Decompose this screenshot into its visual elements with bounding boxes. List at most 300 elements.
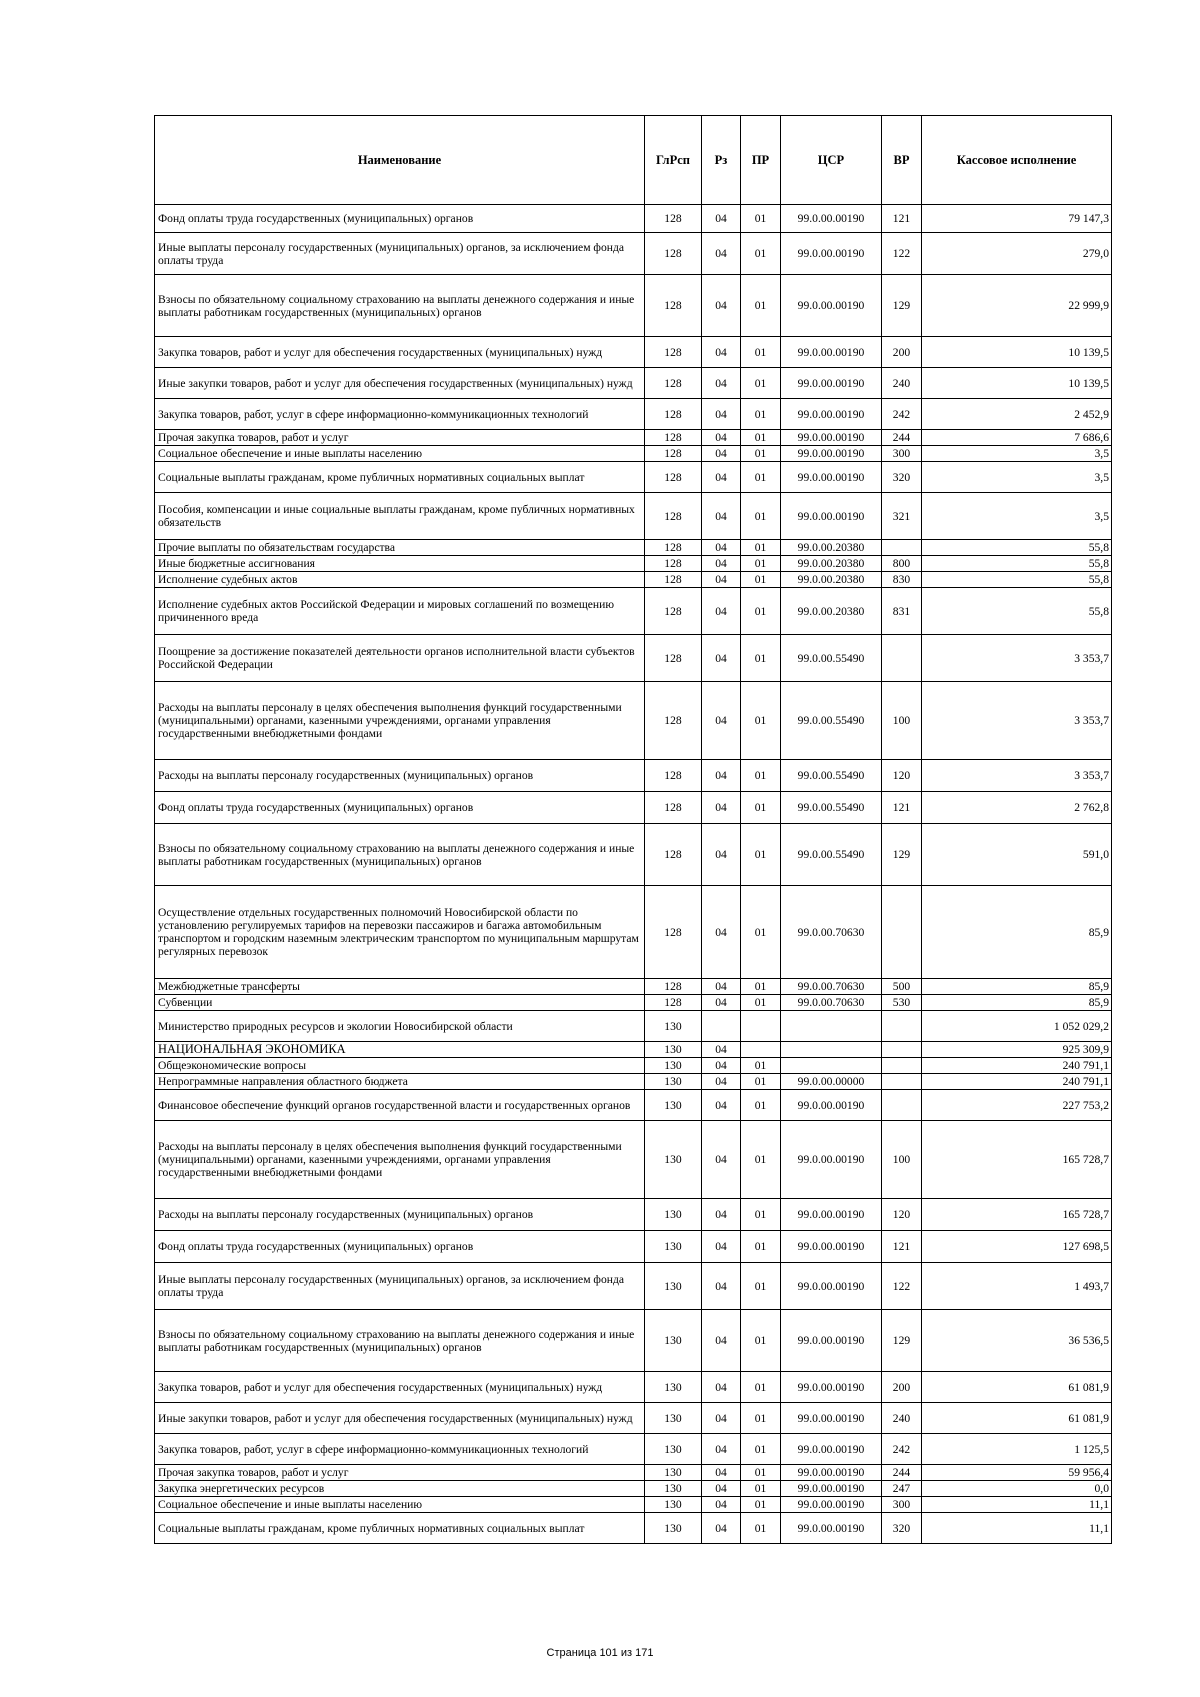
cell-name: Социальные выплаты гражданам, кроме публичных нормативных социальных выплат <box>155 1513 645 1544</box>
cell-glrsp: 130 <box>645 1481 702 1497</box>
cell-rz: 04 <box>702 368 741 399</box>
cell-glrsp: 130 <box>645 1199 702 1231</box>
cell-glrsp: 130 <box>645 1090 702 1121</box>
cell-csr: 99.0.00.00190 <box>781 233 882 275</box>
header-pr: ПР <box>741 116 781 205</box>
cell-vr <box>882 540 922 556</box>
cell-amount: 227 753,2 <box>922 1090 1112 1121</box>
cell-vr: 122 <box>882 233 922 275</box>
cell-rz: 04 <box>702 1090 741 1121</box>
cell-glrsp: 128 <box>645 792 702 824</box>
cell-pr: 01 <box>741 1199 781 1231</box>
cell-name: Министерство природных ресурсов и экологии Новосибирской области <box>155 1011 645 1042</box>
page-number: Страница 101 из 171 <box>546 1647 654 1659</box>
cell-amount: 3,5 <box>922 446 1112 462</box>
cell-csr: 99.0.00.70630 <box>781 886 882 979</box>
cell-rz: 04 <box>702 1121 741 1199</box>
table-row <box>155 337 1112 368</box>
cell-rz: 04 <box>702 462 741 493</box>
cell-rz: 04 <box>702 1231 741 1263</box>
cell-csr: 99.0.00.00190 <box>781 462 882 493</box>
cell-pr: 01 <box>741 446 781 462</box>
cell-csr: 99.0.00.00190 <box>781 1403 882 1434</box>
table-row <box>155 1042 1112 1058</box>
cell-amount: 1 052 029,2 <box>922 1011 1112 1042</box>
cell-vr: 129 <box>882 824 922 886</box>
cell-csr: 99.0.00.00190 <box>781 1121 882 1199</box>
cell-rz: 04 <box>702 760 741 792</box>
cell-vr: 500 <box>882 979 922 995</box>
cell-name: Межбюджетные трансферты <box>155 979 645 995</box>
cell-name: Прочие выплаты по обязательствам государства <box>155 540 645 556</box>
cell-glrsp: 128 <box>645 995 702 1011</box>
cell-pr: 01 <box>741 337 781 368</box>
cell-name: Расходы на выплаты персоналу государственных (муниципальных) органов <box>155 1199 645 1231</box>
cell-amount: 591,0 <box>922 824 1112 886</box>
table-row <box>155 995 1112 1011</box>
cell-name: Социальное обеспечение и иные выплаты населению <box>155 1497 645 1513</box>
cell-amount: 85,9 <box>922 886 1112 979</box>
cell-glrsp: 128 <box>645 399 702 430</box>
header-csr: ЦСР <box>781 116 882 205</box>
cell-rz: 04 <box>702 233 741 275</box>
cell-name: Расходы на выплаты персоналу государственных (муниципальных) органов <box>155 760 645 792</box>
cell-csr: 99.0.00.00190 <box>781 446 882 462</box>
table-row <box>155 1011 1112 1042</box>
cell-pr: 01 <box>741 572 781 588</box>
cell-name: Иные выплаты персоналу государственных (муниципальных) органов, за исключением фонда оплаты труда <box>155 233 645 275</box>
cell-name: Исполнение судебных актов Российской Федерации и мировых соглашений по возмещению причиненного вреда <box>155 588 645 635</box>
cell-amount: 55,8 <box>922 588 1112 635</box>
cell-pr: 01 <box>741 1403 781 1434</box>
cell-name: Закупка товаров, работ и услуг для обеспечения государственных (муниципальных) нужд <box>155 1372 645 1403</box>
cell-rz: 04 <box>702 886 741 979</box>
cell-glrsp: 128 <box>645 205 702 233</box>
cell-csr: 99.0.00.00190 <box>781 1231 882 1263</box>
cell-rz: 04 <box>702 1042 741 1058</box>
table-row <box>155 399 1112 430</box>
cell-pr: 01 <box>741 1481 781 1497</box>
table-row <box>155 493 1112 540</box>
cell-glrsp: 128 <box>645 824 702 886</box>
cell-glrsp: 128 <box>645 233 702 275</box>
cell-rz: 04 <box>702 824 741 886</box>
cell-amount: 85,9 <box>922 979 1112 995</box>
cell-amount: 79 147,3 <box>922 205 1112 233</box>
header-vr: ВР <box>882 116 922 205</box>
cell-vr: 800 <box>882 556 922 572</box>
table-row <box>155 556 1112 572</box>
cell-csr: 99.0.00.00000 <box>781 1074 882 1090</box>
table-row <box>155 979 1112 995</box>
cell-pr: 01 <box>741 995 781 1011</box>
cell-csr: 99.0.00.55490 <box>781 682 882 760</box>
cell-vr: 320 <box>882 462 922 493</box>
cell-pr: 01 <box>741 430 781 446</box>
cell-rz: 04 <box>702 1465 741 1481</box>
cell-glrsp: 130 <box>645 1074 702 1090</box>
cell-vr: 122 <box>882 1263 922 1310</box>
cell-vr: 100 <box>882 1121 922 1199</box>
cell-amount: 2 762,8 <box>922 792 1112 824</box>
table-body <box>155 205 1112 1544</box>
table-row <box>155 1372 1112 1403</box>
cell-name: Прочая закупка товаров, работ и услуг <box>155 1465 645 1481</box>
cell-vr <box>882 1058 922 1074</box>
cell-vr <box>882 1090 922 1121</box>
table-row <box>155 792 1112 824</box>
cell-amount: 11,1 <box>922 1497 1112 1513</box>
cell-pr: 01 <box>741 1263 781 1310</box>
cell-csr: 99.0.00.20380 <box>781 572 882 588</box>
cell-amount: 55,8 <box>922 572 1112 588</box>
cell-csr: 99.0.00.20380 <box>781 556 882 572</box>
cell-glrsp: 130 <box>645 1058 702 1074</box>
cell-name: Закупка энергетических ресурсов <box>155 1481 645 1497</box>
cell-name: Взносы по обязательному социальному страхованию на выплаты денежного содержания и иные выплаты работникам государственных (муниципальных) органов <box>155 275 645 337</box>
table-row <box>155 1481 1112 1497</box>
cell-vr: 121 <box>882 1231 922 1263</box>
cell-glrsp: 128 <box>645 430 702 446</box>
cell-vr: 121 <box>882 205 922 233</box>
cell-csr: 99.0.00.00190 <box>781 399 882 430</box>
cell-vr: 247 <box>882 1481 922 1497</box>
cell-csr <box>781 1042 882 1058</box>
cell-rz: 04 <box>702 588 741 635</box>
cell-name: Фонд оплаты труда государственных (муниципальных) органов <box>155 205 645 233</box>
table-row <box>155 1434 1112 1465</box>
cell-vr <box>882 1011 922 1042</box>
cell-amount: 55,8 <box>922 540 1112 556</box>
cell-amount: 240 791,1 <box>922 1058 1112 1074</box>
cell-pr: 01 <box>741 1090 781 1121</box>
cell-pr: 01 <box>741 979 781 995</box>
cell-rz: 04 <box>702 430 741 446</box>
table-row <box>155 233 1112 275</box>
cell-glrsp: 130 <box>645 1231 702 1263</box>
cell-glrsp: 128 <box>645 588 702 635</box>
cell-amount: 3 353,7 <box>922 635 1112 682</box>
cell-glrsp: 128 <box>645 760 702 792</box>
cell-rz: 04 <box>702 572 741 588</box>
cell-csr: 99.0.00.55490 <box>781 635 882 682</box>
cell-rz: 04 <box>702 556 741 572</box>
cell-rz: 04 <box>702 979 741 995</box>
cell-name: Иные закупки товаров, работ и услуг для обеспечения государственных (муниципальных) нужд <box>155 1403 645 1434</box>
cell-pr: 01 <box>741 275 781 337</box>
cell-csr: 99.0.00.20380 <box>781 540 882 556</box>
cell-name: Закупка товаров, работ, услуг в сфере информационно-коммуникационных технологий <box>155 1434 645 1465</box>
cell-csr <box>781 1058 882 1074</box>
cell-amount: 3,5 <box>922 493 1112 540</box>
cell-rz: 04 <box>702 337 741 368</box>
cell-glrsp: 128 <box>645 462 702 493</box>
cell-amount: 3,5 <box>922 462 1112 493</box>
table-row <box>155 572 1112 588</box>
table-row <box>155 760 1112 792</box>
cell-vr: 244 <box>882 430 922 446</box>
cell-csr: 99.0.00.00190 <box>781 337 882 368</box>
cell-rz <box>702 1011 741 1042</box>
cell-vr: 830 <box>882 572 922 588</box>
cell-vr: 242 <box>882 1434 922 1465</box>
cell-glrsp: 128 <box>645 979 702 995</box>
cell-amount: 1 125,5 <box>922 1434 1112 1465</box>
cell-name: Пособия, компенсации и иные социальные выплаты гражданам, кроме публичных нормативных обязательств <box>155 493 645 540</box>
cell-rz: 04 <box>702 399 741 430</box>
cell-csr: 99.0.00.00190 <box>781 275 882 337</box>
cell-pr: 01 <box>741 1058 781 1074</box>
cell-amount: 7 686,6 <box>922 430 1112 446</box>
cell-pr: 01 <box>741 886 781 979</box>
header-rz: Рз <box>702 116 741 205</box>
table-row <box>155 1199 1112 1231</box>
header-amount: Кассовое исполнение <box>922 116 1112 205</box>
table-row <box>155 275 1112 337</box>
cell-rz: 04 <box>702 540 741 556</box>
cell-rz: 04 <box>702 446 741 462</box>
cell-pr: 01 <box>741 1121 781 1199</box>
cell-pr: 01 <box>741 233 781 275</box>
cell-name: Поощрение за достижение показателей деятельности органов исполнительной власти субъектов Российской Федерации <box>155 635 645 682</box>
cell-rz: 04 <box>702 1403 741 1434</box>
cell-vr <box>882 886 922 979</box>
cell-vr: 240 <box>882 368 922 399</box>
cell-glrsp: 128 <box>645 540 702 556</box>
table-row <box>155 1090 1112 1121</box>
cell-csr: 99.0.00.00190 <box>781 430 882 446</box>
table-row <box>155 540 1112 556</box>
cell-pr: 01 <box>741 462 781 493</box>
cell-vr: 121 <box>882 792 922 824</box>
cell-vr: 530 <box>882 995 922 1011</box>
table-row <box>155 1074 1112 1090</box>
cell-glrsp: 130 <box>645 1263 702 1310</box>
cell-rz: 04 <box>702 995 741 1011</box>
cell-amount: 85,9 <box>922 995 1112 1011</box>
table-row <box>155 1497 1112 1513</box>
cell-glrsp: 128 <box>645 368 702 399</box>
table-row <box>155 824 1112 886</box>
cell-name: Общеэкономические вопросы <box>155 1058 645 1074</box>
cell-vr: 129 <box>882 275 922 337</box>
cell-glrsp: 130 <box>645 1042 702 1058</box>
cell-rz: 04 <box>702 682 741 760</box>
cell-rz: 04 <box>702 1513 741 1544</box>
cell-pr: 01 <box>741 588 781 635</box>
cell-glrsp: 130 <box>645 1372 702 1403</box>
cell-csr: 99.0.00.00190 <box>781 1310 882 1372</box>
cell-name: Социальные выплаты гражданам, кроме публичных нормативных социальных выплат <box>155 462 645 493</box>
cell-pr: 01 <box>741 556 781 572</box>
cell-amount: 1 493,7 <box>922 1263 1112 1310</box>
cell-amount: 240 791,1 <box>922 1074 1112 1090</box>
cell-amount: 55,8 <box>922 556 1112 572</box>
cell-csr: 99.0.00.70630 <box>781 979 882 995</box>
cell-rz: 04 <box>702 1199 741 1231</box>
cell-amount: 10 139,5 <box>922 337 1112 368</box>
cell-pr: 01 <box>741 824 781 886</box>
cell-name: Иные выплаты персоналу государственных (муниципальных) органов, за исключением фонда оплаты труда <box>155 1263 645 1310</box>
cell-rz: 04 <box>702 1481 741 1497</box>
cell-name: Иные бюджетные ассигнования <box>155 556 645 572</box>
cell-rz: 04 <box>702 1310 741 1372</box>
cell-csr: 99.0.00.55490 <box>781 760 882 792</box>
cell-name: Закупка товаров, работ и услуг для обеспечения государственных (муниципальных) нужд <box>155 337 645 368</box>
table-row <box>155 205 1112 233</box>
table-header-row <box>155 116 1112 205</box>
cell-glrsp: 130 <box>645 1011 702 1042</box>
cell-csr: 99.0.00.70630 <box>781 995 882 1011</box>
cell-csr: 99.0.00.00190 <box>781 1513 882 1544</box>
cell-vr: 300 <box>882 1497 922 1513</box>
cell-name: Финансовое обеспечение функций органов государственной власти и государственных органов <box>155 1090 645 1121</box>
table-row <box>155 1513 1112 1544</box>
cell-rz: 04 <box>702 1074 741 1090</box>
cell-vr: 242 <box>882 399 922 430</box>
cell-pr: 01 <box>741 1497 781 1513</box>
cell-vr: 120 <box>882 1199 922 1231</box>
cell-pr: 01 <box>741 760 781 792</box>
cell-vr: 320 <box>882 1513 922 1544</box>
cell-vr <box>882 1074 922 1090</box>
cell-glrsp: 130 <box>645 1403 702 1434</box>
table-row <box>155 1403 1112 1434</box>
table-row <box>155 682 1112 760</box>
cell-vr <box>882 635 922 682</box>
table-row <box>155 1121 1112 1199</box>
cell-vr: 200 <box>882 1372 922 1403</box>
cell-glrsp: 128 <box>645 446 702 462</box>
cell-amount: 61 081,9 <box>922 1403 1112 1434</box>
cell-csr: 99.0.00.00190 <box>781 1090 882 1121</box>
cell-name: Закупка товаров, работ, услуг в сфере информационно-коммуникационных технологий <box>155 399 645 430</box>
cell-rz: 04 <box>702 1058 741 1074</box>
cell-rz: 04 <box>702 1497 741 1513</box>
cell-amount: 3 353,7 <box>922 760 1112 792</box>
cell-csr: 99.0.00.00190 <box>781 1481 882 1497</box>
cell-pr: 01 <box>741 682 781 760</box>
cell-name: Взносы по обязательному социальному страхованию на выплаты денежного содержания и иные выплаты работникам государственных (муниципальных) органов <box>155 824 645 886</box>
table-row <box>155 1263 1112 1310</box>
cell-rz: 04 <box>702 1372 741 1403</box>
cell-pr: 01 <box>741 1231 781 1263</box>
cell-rz: 04 <box>702 1263 741 1310</box>
table-row <box>155 588 1112 635</box>
cell-amount: 61 081,9 <box>922 1372 1112 1403</box>
cell-csr: 99.0.00.00190 <box>781 1372 882 1403</box>
cell-pr: 01 <box>741 635 781 682</box>
cell-csr: 99.0.00.20380 <box>781 588 882 635</box>
cell-vr: 120 <box>882 760 922 792</box>
cell-glrsp: 130 <box>645 1465 702 1481</box>
cell-name: Расходы на выплаты персоналу в целях обеспечения выполнения функций государственными (муниципальными) органами, казенными учреждениями, органами управления государственными внебюджетными фондами <box>155 682 645 760</box>
header-name: Наименование <box>155 116 645 205</box>
cell-name: Исполнение судебных актов <box>155 572 645 588</box>
cell-amount: 11,1 <box>922 1513 1112 1544</box>
cell-amount: 59 956,4 <box>922 1465 1112 1481</box>
cell-rz: 04 <box>702 1434 741 1465</box>
cell-glrsp: 130 <box>645 1121 702 1199</box>
cell-pr: 01 <box>741 368 781 399</box>
cell-csr: 99.0.00.00190 <box>781 1263 882 1310</box>
cell-pr: 01 <box>741 540 781 556</box>
cell-csr: 99.0.00.55490 <box>781 792 882 824</box>
cell-glrsp: 128 <box>645 337 702 368</box>
cell-glrsp: 128 <box>645 635 702 682</box>
cell-vr: 200 <box>882 337 922 368</box>
cell-glrsp: 130 <box>645 1434 702 1465</box>
cell-name: Социальное обеспечение и иные выплаты населению <box>155 446 645 462</box>
cell-pr: 01 <box>741 1465 781 1481</box>
cell-pr: 01 <box>741 1074 781 1090</box>
cell-glrsp: 130 <box>645 1497 702 1513</box>
cell-vr <box>882 1042 922 1058</box>
header-glrsp: ГлРсп <box>645 116 702 205</box>
cell-pr: 01 <box>741 1513 781 1544</box>
table-row <box>155 446 1112 462</box>
cell-glrsp: 128 <box>645 682 702 760</box>
cell-name: Субвенции <box>155 995 645 1011</box>
cell-csr: 99.0.00.00190 <box>781 1434 882 1465</box>
cell-glrsp: 128 <box>645 556 702 572</box>
cell-pr: 01 <box>741 399 781 430</box>
cell-amount: 36 536,5 <box>922 1310 1112 1372</box>
cell-vr: 100 <box>882 682 922 760</box>
cell-name: Фонд оплаты труда государственных (муниципальных) органов <box>155 792 645 824</box>
cell-rz: 04 <box>702 275 741 337</box>
cell-csr: 99.0.00.00190 <box>781 1465 882 1481</box>
cell-pr: 01 <box>741 1310 781 1372</box>
cell-vr: 240 <box>882 1403 922 1434</box>
cell-amount: 127 698,5 <box>922 1231 1112 1263</box>
table-row <box>155 1310 1112 1372</box>
table-row <box>155 1058 1112 1074</box>
cell-pr: 01 <box>741 1434 781 1465</box>
cell-amount: 0,0 <box>922 1481 1112 1497</box>
cell-glrsp: 128 <box>645 886 702 979</box>
cell-csr: 99.0.00.00190 <box>781 493 882 540</box>
cell-pr: 01 <box>741 205 781 233</box>
cell-pr: 01 <box>741 1372 781 1403</box>
cell-rz: 04 <box>702 635 741 682</box>
cell-name: Фонд оплаты труда государственных (муниципальных) органов <box>155 1231 645 1263</box>
cell-pr: 01 <box>741 493 781 540</box>
cell-glrsp: 130 <box>645 1513 702 1544</box>
cell-glrsp: 128 <box>645 493 702 540</box>
cell-pr: 01 <box>741 792 781 824</box>
cell-name: Непрограммные направления областного бюджета <box>155 1074 645 1090</box>
cell-name: НАЦИОНАЛЬНАЯ ЭКОНОМИКА <box>155 1042 645 1058</box>
cell-amount: 10 139,5 <box>922 368 1112 399</box>
cell-csr: 99.0.00.00190 <box>781 1199 882 1231</box>
cell-vr: 321 <box>882 493 922 540</box>
cell-vr: 300 <box>882 446 922 462</box>
cell-name: Прочая закупка товаров, работ и услуг <box>155 430 645 446</box>
cell-name: Расходы на выплаты персоналу в целях обеспечения выполнения функций государственными (муниципальными) органами, казенными учреждениями, органами управления государственными внебюджетными фондами <box>155 1121 645 1199</box>
table-row <box>155 430 1112 446</box>
table-row <box>155 886 1112 979</box>
cell-name: Взносы по обязательному социальному страхованию на выплаты денежного содержания и иные выплаты работникам государственных (муниципальных) органов <box>155 1310 645 1372</box>
cell-vr: 129 <box>882 1310 922 1372</box>
cell-vr: 831 <box>882 588 922 635</box>
cell-amount: 279,0 <box>922 233 1112 275</box>
cell-amount: 165 728,7 <box>922 1121 1112 1199</box>
table-row <box>155 462 1112 493</box>
cell-glrsp: 130 <box>645 1310 702 1372</box>
cell-csr: 99.0.00.00190 <box>781 205 882 233</box>
cell-amount: 165 728,7 <box>922 1199 1112 1231</box>
